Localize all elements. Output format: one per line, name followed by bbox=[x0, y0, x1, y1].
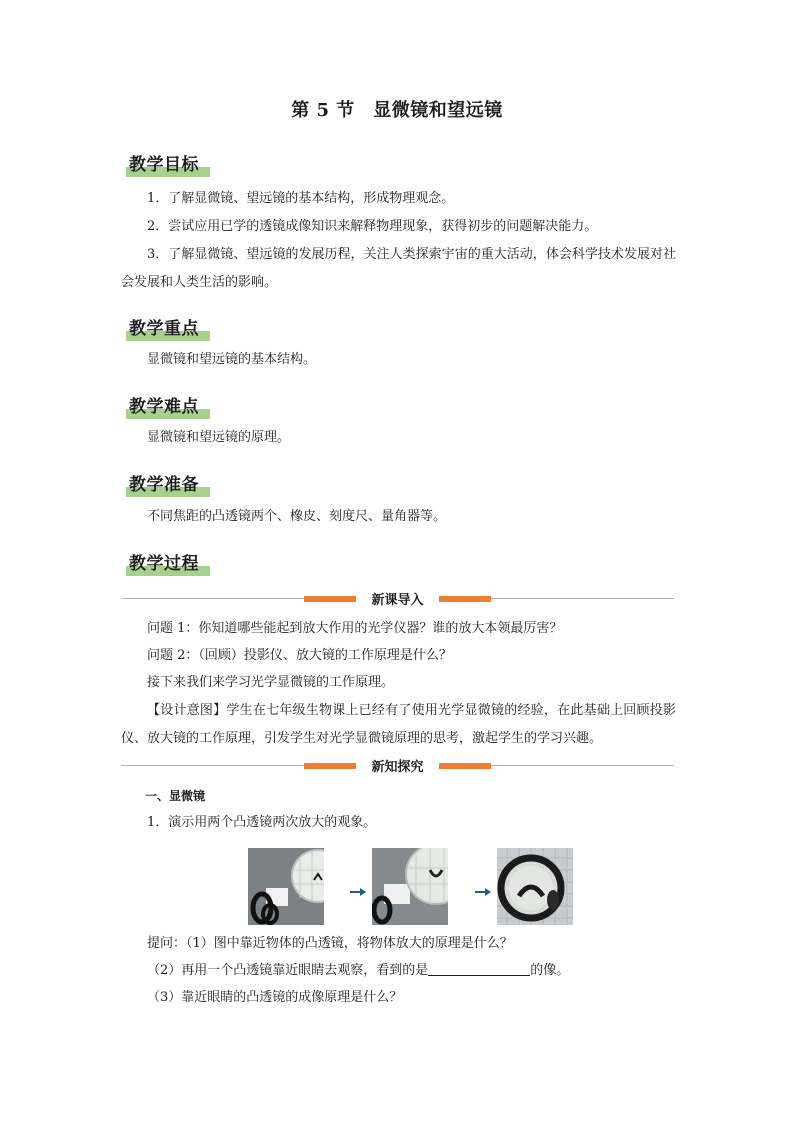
page-title: 第 5 节 显微镜和望远镜 bbox=[291, 100, 503, 121]
question-2-prefix: （2）再用一个凸透镜靠近眼睛去观察，看到的是 bbox=[147, 963, 429, 978]
difficult-heading bbox=[129, 392, 199, 422]
arrow-icon bbox=[350, 882, 366, 901]
intro-divider bbox=[121, 591, 674, 608]
lens-photo-2 bbox=[372, 848, 448, 925]
process-heading-text: 教学过程 bbox=[129, 554, 199, 574]
prep-text: 不同焦距的凸透镜两个、橡皮、刻度尺、量角器等。 bbox=[147, 509, 447, 524]
goal-item-3: 3．了解显微镜、望远镜的发展历程，关注人类探索宇宙的重大活动，体会科学技术发展对社会发展和人类生活的影响。 bbox=[121, 247, 676, 290]
goal-item-1: 1．了解显微镜、望远镜的基本结构，形成物理观念。 bbox=[147, 191, 455, 206]
demo-step-1: 1．演示用两个凸透镜两次放大的观象。 bbox=[147, 815, 377, 830]
lens-photo-3 bbox=[497, 848, 573, 925]
design-intent: 【设计意图】学生在七年级生物课上已经有了使用光学显微镜的经验，在此基础上回顾投影仪、放大镜的工作原理，引发学生对光学显微镜原理的思考，激起学生的学习兴趣。 bbox=[121, 703, 676, 746]
key-heading-text: 教学重点 bbox=[129, 319, 199, 339]
key-heading bbox=[129, 314, 199, 344]
prep-heading bbox=[129, 470, 199, 500]
key-text: 显微镜和望远镜的基本结构。 bbox=[147, 352, 317, 367]
intro-label: 新课导入 bbox=[371, 593, 424, 608]
question-2 bbox=[121, 957, 676, 985]
lens-photo-1 bbox=[248, 848, 324, 925]
intro-next: 接下来我们来学习光学显微镜的工作原理。 bbox=[147, 675, 395, 690]
question-2-suffix: 的像。 bbox=[530, 963, 570, 978]
question-3: （3）靠近眼睛的凸透镜的成像原理是什么？ bbox=[147, 990, 403, 1005]
arrow-icon bbox=[475, 882, 491, 901]
microscope-heading: 一、显微镜 bbox=[145, 789, 206, 803]
difficult-heading-text: 教学难点 bbox=[129, 397, 199, 417]
process-heading bbox=[129, 549, 199, 579]
explore-divider bbox=[121, 758, 674, 775]
question-1: 提问：（1）图中靠近物体的凸透镜，将物体放大的原理是什么？ bbox=[147, 936, 513, 951]
difficult-text: 显微镜和望远镜的原理。 bbox=[147, 430, 291, 445]
goal-item-2: 2．尝试应用已学的透镜成像知识来解释物理现象，获得初步的问题解决能力。 bbox=[147, 219, 598, 234]
goals-heading-text: 教学目标 bbox=[129, 155, 199, 175]
goals-heading bbox=[129, 150, 199, 180]
intro-question-2: 问题 2：（回顾）投影仪、放大镜的工作原理是什么？ bbox=[147, 648, 452, 663]
intro-question-1: 问题 1：你知道哪些能起到放大作用的光学仪器？谁的放大本领最厉害？ bbox=[147, 621, 563, 636]
explore-label: 新知探究 bbox=[371, 760, 424, 775]
answer-blank bbox=[428, 961, 530, 976]
prep-heading-text: 教学准备 bbox=[129, 475, 199, 495]
